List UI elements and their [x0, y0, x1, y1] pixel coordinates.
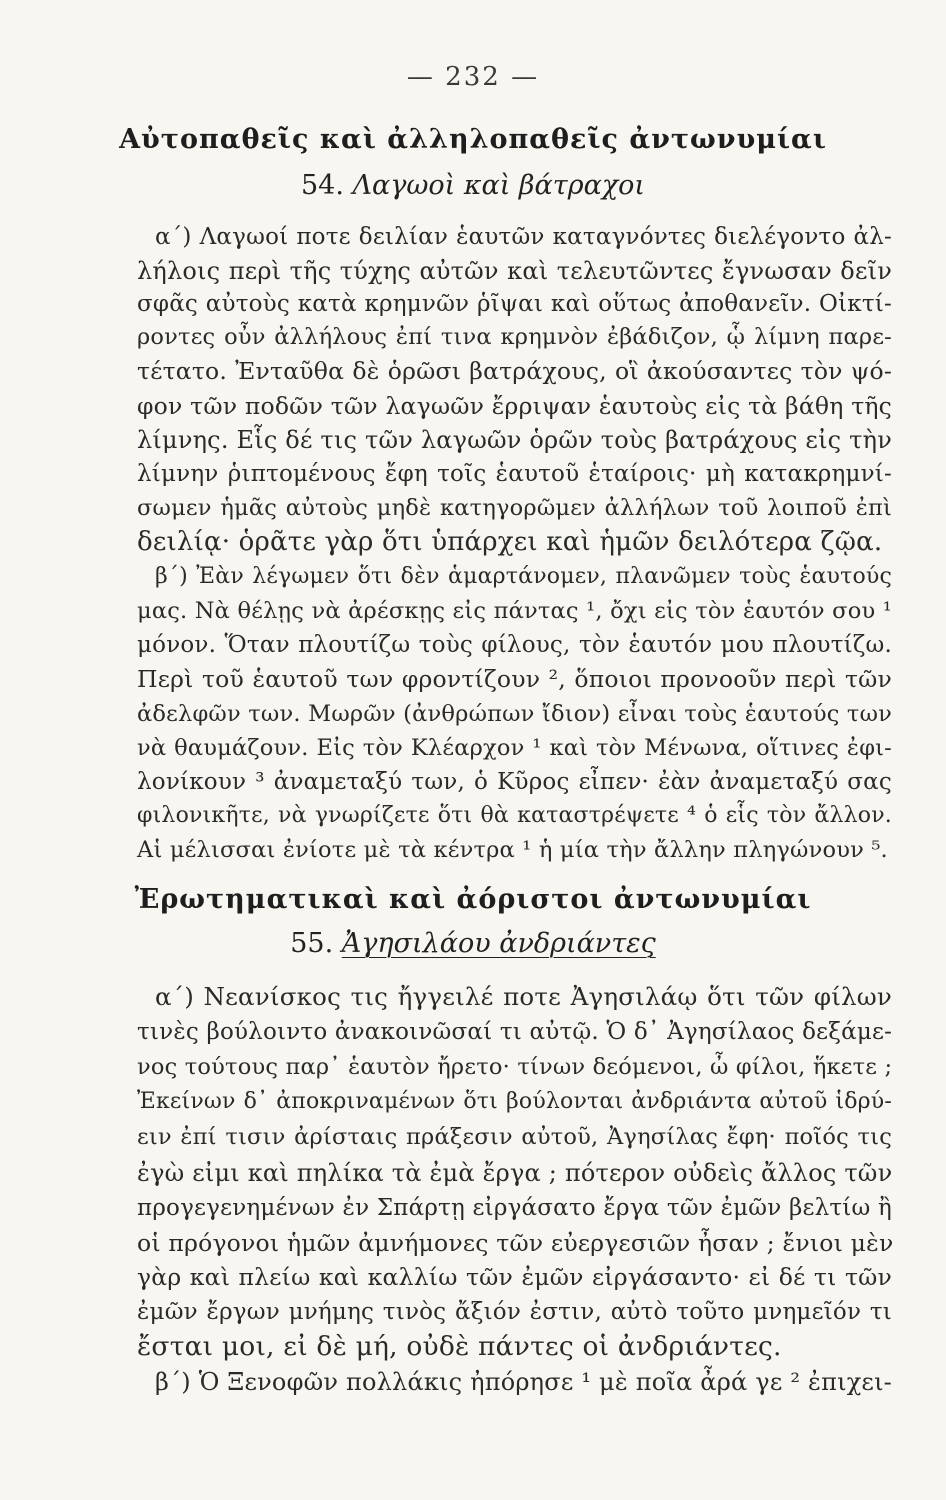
text-line: προγεγενημένων ἐν Σπάρτῃ εἰργάσατο ἔργα τῶν ἐμῶν βελτίω ἢ [137, 1195, 892, 1221]
text-line: λήλοις περὶ τῆς τύχης αὐτῶν καὶ τελευτῶντες ἔγνωσαν δεῖν [137, 257, 892, 285]
text-line: ἐγὼ εἰμι καὶ πηλίκα τὰ ἐμὰ ἔργα ; πότερον οὐδεὶς ἄλλος τῶν [137, 1159, 893, 1187]
text-line: μόνον. Ὅταν πλουτίζω τοὺς φίλους, τὸν ἑαυτόν μου πλουτίζω. [137, 632, 892, 658]
text-line: α΄) Λαγωοί ποτε δειλίαν ἑαυτῶν καταγνόντες διελέγοντο ἀλ- [155, 224, 892, 250]
text-line: τινὲς βούλοιντο ἀνακοινῶσαί τι αὐτῷ. Ὁ δ᾽ Ἀγησίλαος δεξάμε- [137, 1019, 893, 1045]
text-line: τέτατο. Ἐνταῦθα δὲ ὁρῶσι βατράχους, οἳ ἀκούσαντες τὸν ψό- [137, 357, 892, 385]
text-line: λονίκουν ³ ἀναμεταξύ των, ὁ Κῦρος εἶπεν· ἐὰν ἀναμεταξύ σας [137, 769, 892, 795]
text-line: ειν ἐπί τισιν ἀρίσταις πράξεσιν αὐτοῦ, Ἀγησίλας ἔφη· ποῖός τις [137, 1124, 892, 1150]
text-line: νὰ θαυμάζουν. Εἰς τὸν Κλέαρχον ¹ καὶ τὸν Μένωνα, οἵτινες ἐφι- [137, 735, 892, 761]
section-heading: Ἐρωτηματικαὶ καὶ ἀόριστοι ἀντωνυμίαι [134, 884, 812, 915]
text-line: οἱ πρόγονοι ἡμῶν ἀμνήμονες τῶν εὐεργεσιῶν ἦσαν ; ἔνιοι μὲν [137, 1229, 894, 1257]
text-line: α΄) Νεανίσκος τις ἤγγειλέ ποτε Ἀγησιλάῳ ὅτι τῶν φίλων [155, 982, 892, 1011]
exercise-number: 54. [300, 170, 344, 201]
text-line: Αἱ μέλισσαι ἐνίοτε μὲ τὰ κέντρα ¹ ἡ μία τὴν ἄλλην πληγώνουν ⁵. [137, 837, 888, 863]
text-line: ἀδελφῶν των. Μωρῶν (ἀνθρώπων ἴδιον) εἶναι τοὺς ἑαυτούς των [137, 701, 892, 727]
text-line: β΄) Ἐὰν λέγωμεν ὅτι δὲν ἁμαρτάνομεν, πλανῶμεν τοὺς ἑαυτούς [155, 564, 892, 589]
exercise-title [0, 170, 946, 201]
text-line: λίμνην ῥιπτομένους ἔφη τοῖς ἑαυτοῦ ἑταίροις· μὴ κατακρημνί- [137, 461, 892, 487]
section-heading: Αὐτοπαθεῖς καὶ ἀλληλοπαθεῖς ἀντωνυμίαι [119, 124, 827, 155]
exercise-title-text: Ἀγησιλάου ἀνδριάντες [341, 928, 656, 959]
text-line: φον τῶν ποδῶν τῶν λαγωῶν ἔρριψαν ἑαυτοὺς εἰς τὰ βάθη τῆς [137, 392, 893, 420]
text-line: ἐμῶν ἔργων μνήμης τινὸς ἄξιόν ἐστιν, αὐτὸ τοῦτο μνημεῖόν τι [137, 1299, 892, 1325]
exercise-number: 55. [290, 928, 334, 959]
text-line: σφᾶς αὐτοὺς κατὰ κρημνῶν ῥῖψαι καὶ οὕτως ἀποθανεῖν. Οἰκτί- [137, 291, 892, 317]
text-line: λίμνης. Εἷς δέ τις τῶν λαγωῶν ὁρῶν τοὺς βατράχους εἰς τὴν [137, 426, 892, 454]
text-line: φιλονικῆτε, νὰ γνωρίζετε ὅτι θὰ καταστρέψετε ⁴ ὁ εἷς τὸν ἄλλον. [137, 803, 892, 828]
exercise-title [0, 928, 946, 959]
text-line: νος τούτους παρ᾽ ἑαυτὸν ἤρετο· τίνων δεόμενοι, ὦ φίλοι, ἥκετε ; [137, 1054, 893, 1080]
text-line: β΄) Ὁ Ξενοφῶν πολλάκις ἠπόρησε ¹ μὲ ποῖα ἆρά γε ² ἐπιχει- [155, 1368, 892, 1396]
text-line: Περὶ τοῦ ἑαυτοῦ των φροντίζουν ², ὅποιοι προνοοῦν περὶ τῶν [137, 665, 892, 693]
text-line: γὰρ καὶ πλείω καὶ καλλίω τῶν ἐμῶν εἰργάσαντο· εἰ δέ τι τῶν [137, 1263, 892, 1291]
text-line: σωμεν ἡμᾶς αὐτοὺς μηδὲ κατηγορῶμεν ἀλλήλων τοῦ λοιποῦ ἐπὶ [137, 495, 892, 521]
text-line: ροντες οὖν ἀλλήλους ἐπί τινα κρημνὸν ἐβάδιζον, ᾧ λίμνη παρε- [137, 324, 892, 350]
text-line: δειλίᾳ· ὁρᾶτε γὰρ ὅτι ὑπάρχει καὶ ἡμῶν δειλότερα ζῷα. [137, 527, 883, 557]
text-line: Ἐκείνων δ᾽ ἀποκριναμένων ὅτι βούλονται ἀνδριάντα αὐτοῦ ἱδρύ- [137, 1089, 892, 1114]
text-line: μας. Νὰ θέλῃς νὰ ἀρέσκῃς εἰς πάντας ¹, ὄχι εἰς τὸν ἑαυτόν σου ¹ [137, 598, 892, 624]
exercise-title-text: Λαγωοὶ καὶ βάτραχοι [352, 170, 646, 201]
text-line: ἔσται μοι, εἰ δὲ μή, οὐδὲ πάντες οἱ ἀνδριάντες. [137, 1331, 782, 1362]
page-number: — 232 — [406, 62, 540, 92]
